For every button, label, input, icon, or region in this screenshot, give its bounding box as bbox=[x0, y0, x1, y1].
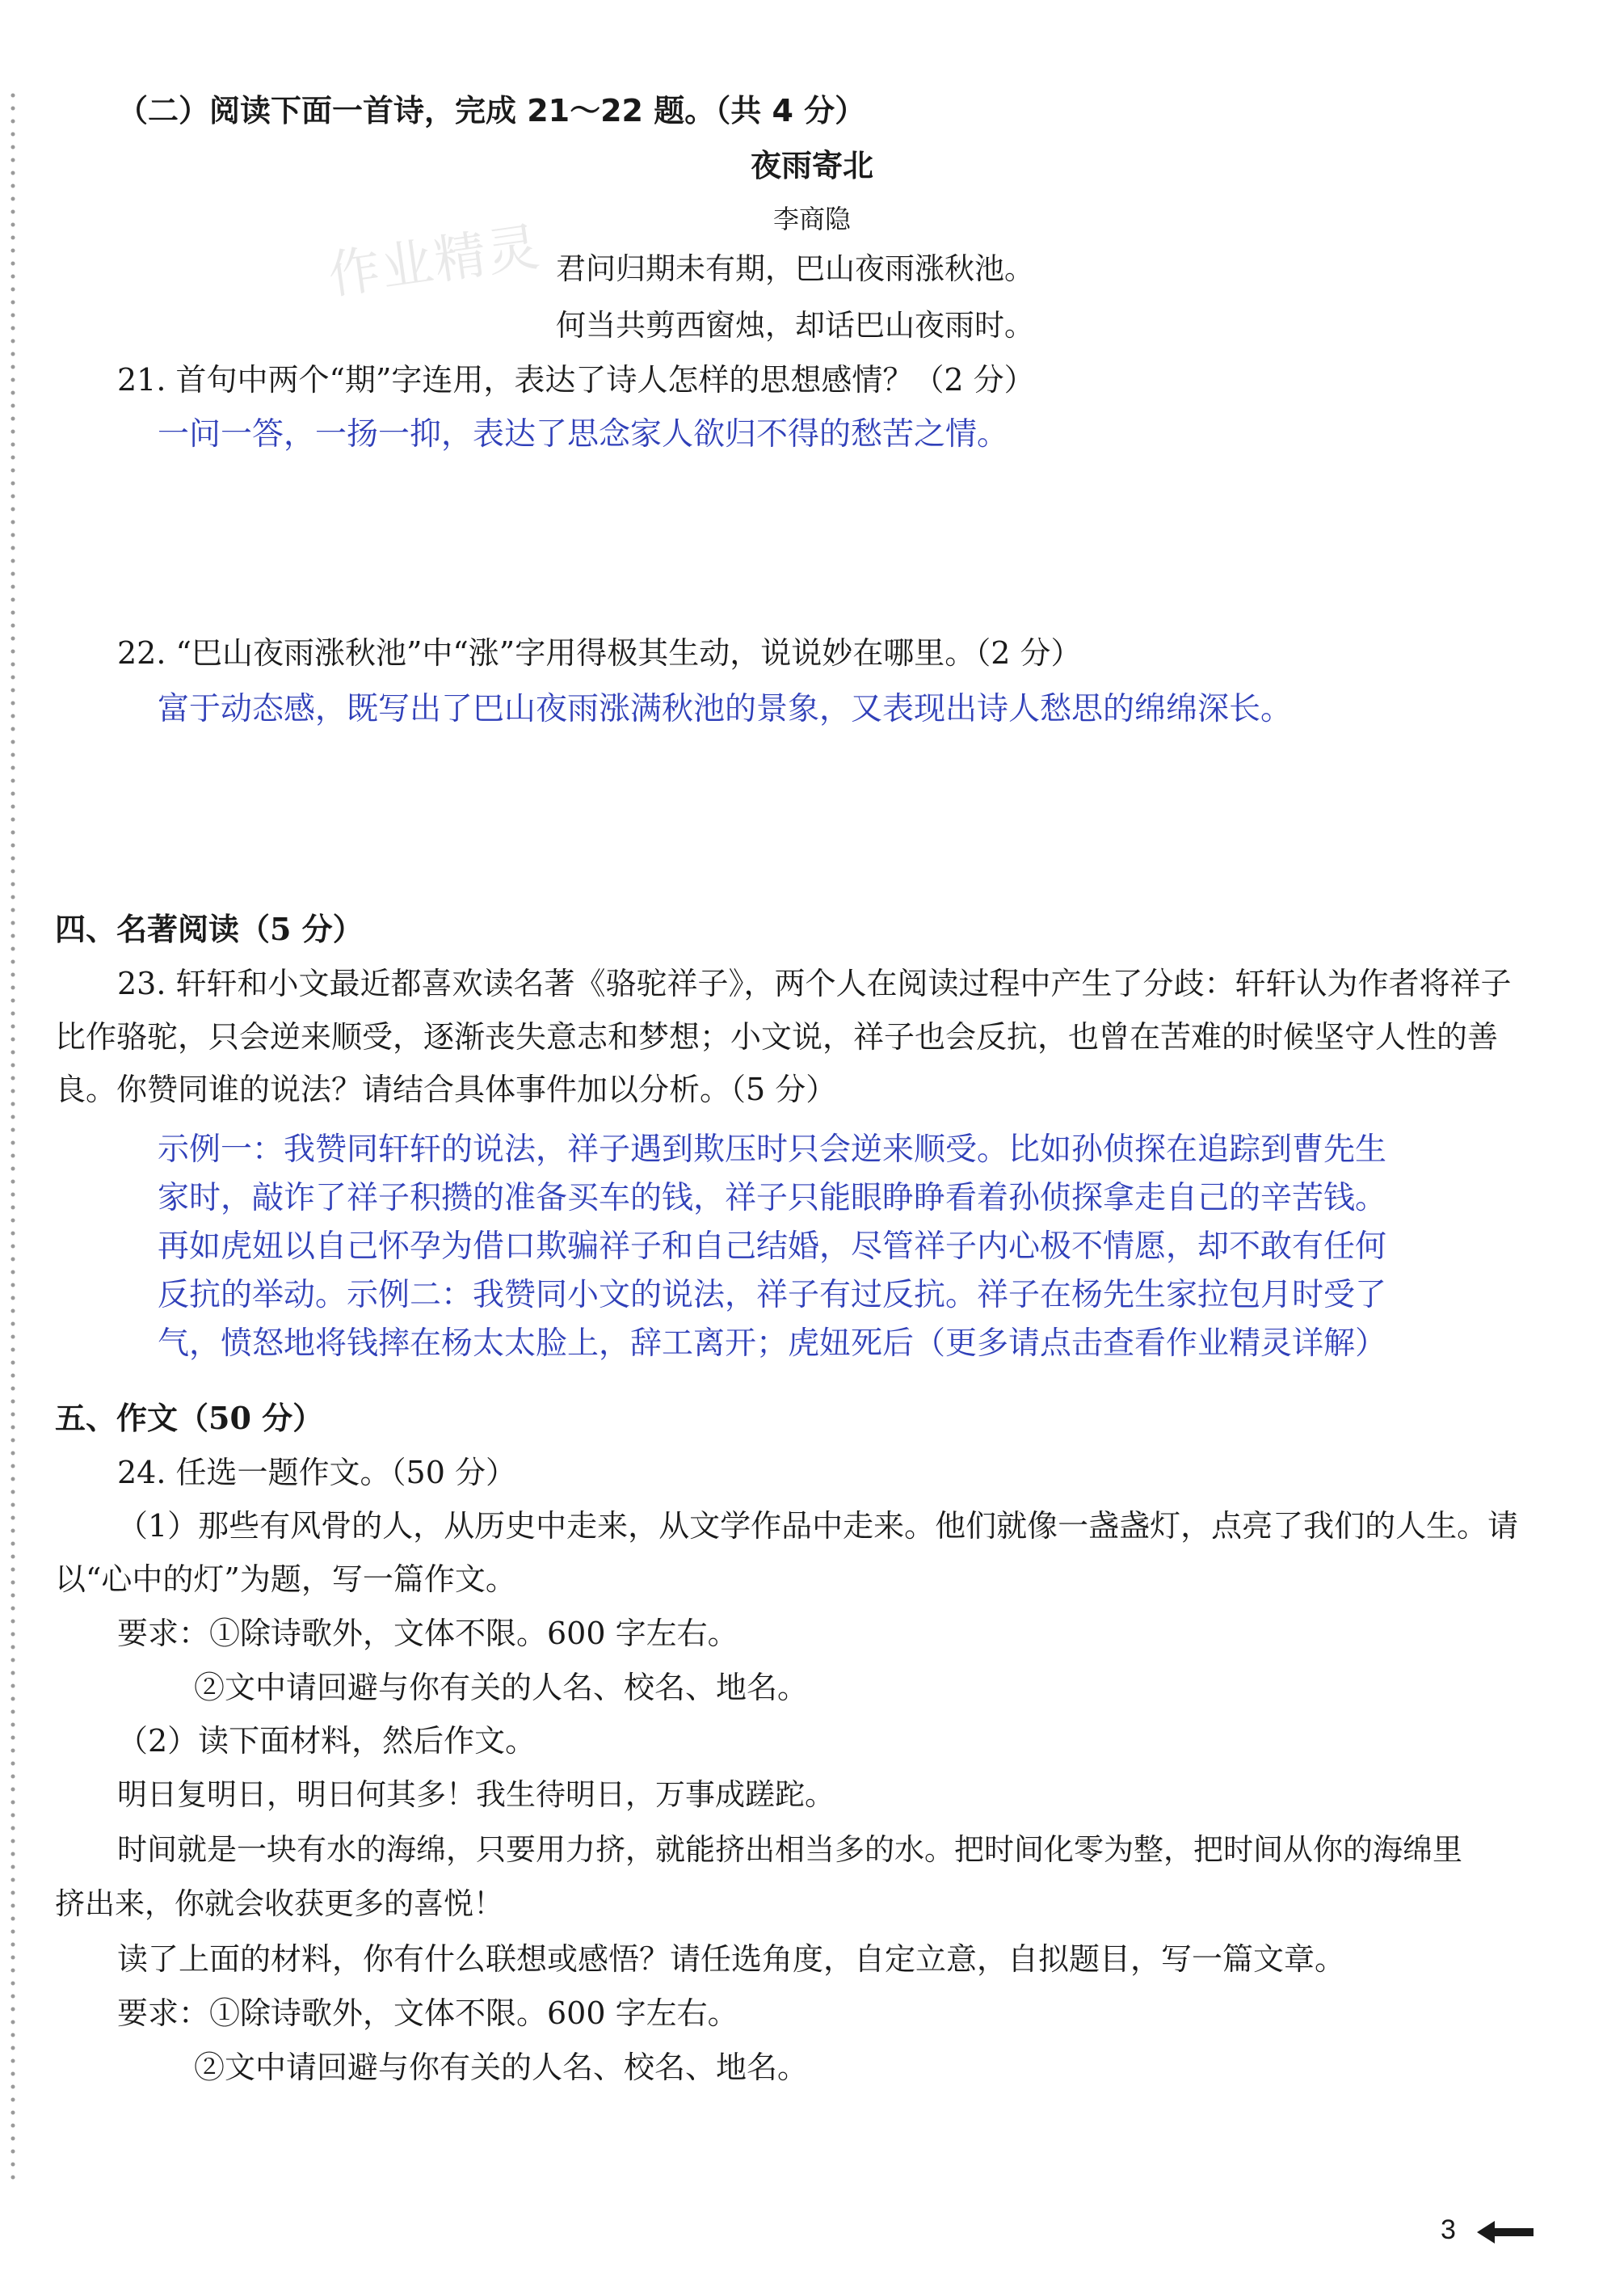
q24-line-12: ②文中请回避与你有关的人名、校名、地名。 bbox=[194, 2050, 809, 2085]
q24-line-10: 读了上面的材料，你有什么联想或感悟？请任选角度，自定立意，自拟题目，写一篇文章。 bbox=[117, 1941, 1346, 1977]
q23-answer-line-2: 家时，敲诈了祥子积攒的准备买车的钱，祥子只能眼睁睁看着孙侦探拿走自己的辛苦钱。 bbox=[158, 1180, 1387, 1216]
poem-line-1: 君问归期未有期，巴山夜雨涨秋池。 bbox=[556, 251, 1034, 286]
watermark: 作业精灵 bbox=[324, 217, 545, 306]
q23-answer-line-3: 再如虎妞以自己怀孕为借口欺骗祥子和自己结婚，尽管祥子内心极不情愿，却不敢有任何 bbox=[158, 1228, 1387, 1265]
q21-answer: 一问一答，一扬一抑，表达了思念家人欲归不得的愁苦之情。 bbox=[158, 416, 1009, 453]
section2-heading: （二）阅读下面一首诗，完成 21～22 题。（共 4 分） bbox=[117, 93, 866, 129]
q22-answer: 富于动态感，既写出了巴山夜雨涨满秋池的景象，又表现出诗人愁思的绵绵深长。 bbox=[158, 691, 1293, 727]
q24-line-9: 挤出来，你就会收获更多的喜悦！ bbox=[55, 1886, 503, 1921]
q23-answer-line-4: 反抗的举动。示例二：我赞同小文的说法，祥子有过反抗。祥子在杨先生家拉包月时受了 bbox=[158, 1277, 1387, 1313]
q23-answer-line-1: 示例一：我赞同轩轩的说法，祥子遇到欺压时只会逆来顺受。比如孙侦探在追踪到曹先生 bbox=[158, 1131, 1387, 1168]
binding-holes bbox=[5, 89, 21, 2182]
q23-line-2: 比作骆驼，只会逆来顺受，逐渐丧失意志和梦想；小文说，祥子也会反抗，也曾在苦难的时候坚守人性的善 bbox=[55, 1019, 1499, 1055]
poem-author: 李商隐 bbox=[772, 204, 851, 234]
left-arrow-icon bbox=[1477, 2216, 1534, 2248]
q24-line-5: ②文中请回避与你有关的人名、校名、地名。 bbox=[194, 1670, 809, 1705]
poem-line-2: 何当共剪西窗烛，却话巴山夜雨时。 bbox=[556, 308, 1034, 343]
q24-line-1: 24. 任选一题作文。（50 分） bbox=[117, 1455, 516, 1490]
poem-title: 夜雨寄北 bbox=[750, 148, 873, 183]
q24-line-4: 要求：①除诗歌外，文体不限。600 字左右。 bbox=[117, 1616, 738, 1651]
q23-line-3: 良。你赞同谁的说法？请结合具体事件加以分析。（5 分） bbox=[55, 1072, 837, 1107]
q24-line-7: 明日复明日，明日何其多！我生待明日，万事成蹉跎。 bbox=[117, 1777, 835, 1812]
q24-line-2: （1）那些有风骨的人，从历史中走来，从文学作品中走来。他们就像一盏盏灯，点亮了我们的人生。请 bbox=[117, 1508, 1519, 1544]
q24-line-6: （2）读下面材料，然后作文。 bbox=[117, 1723, 536, 1759]
q23-answer-line-5: 气，愤怒地将钱摔在杨太太脸上，辞工离开；虎妞死后（更多请点击查看作业精灵详解） bbox=[158, 1325, 1387, 1362]
q21-text: 21. 首句中两个“期”字连用，表达了诗人怎样的思想感情？（2 分） bbox=[117, 362, 1035, 398]
section4-heading: 四、名著阅读（5 分） bbox=[55, 911, 364, 947]
q24-line-3: 以“心中的灯”为题，写一篇作文。 bbox=[55, 1561, 516, 1597]
q24-line-8: 时间就是一块有水的海绵，只要用力挤，就能挤出相当多的水。把时间化零为整，把时间从你的海绵里 bbox=[117, 1832, 1462, 1867]
q22-text: 22. “巴山夜雨涨秋池”中“涨”字用得极其生动，说说妙在哪里。（2 分） bbox=[117, 635, 1082, 671]
page-number: 3 bbox=[1441, 2214, 1456, 2245]
q23-line-1: 23. 轩轩和小文最近都喜欢读名著《骆驼祥子》，两个人在阅读过程中产生了分歧：轩轩认为作者将祥子 bbox=[117, 966, 1512, 1001]
section5-heading: 五、作文（50 分） bbox=[55, 1400, 324, 1436]
q24-line-11: 要求：①除诗歌外，文体不限。600 字左右。 bbox=[117, 1995, 738, 2031]
